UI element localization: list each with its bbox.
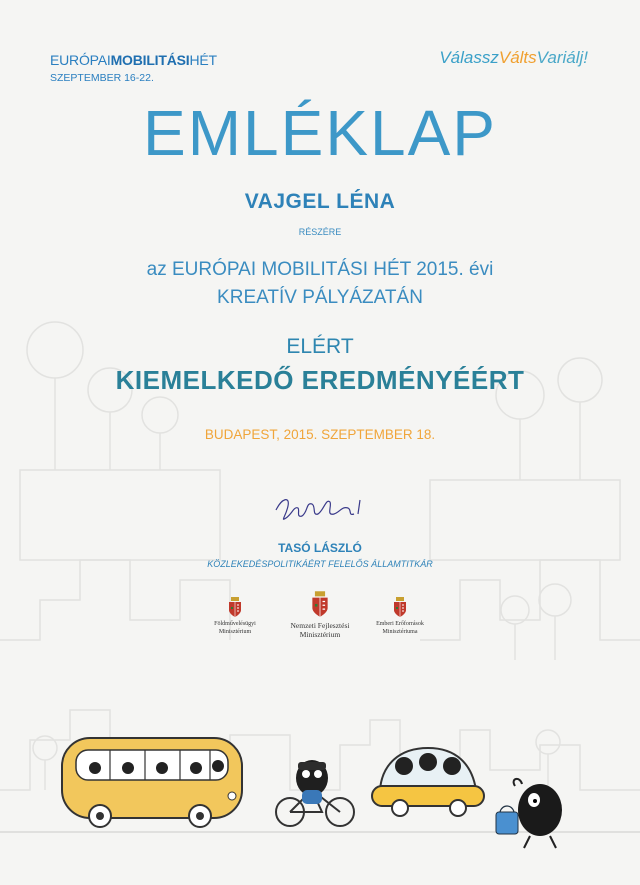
logo-dates: SZEPTEMBER 16-22. — [50, 72, 154, 84]
slogan-word-3: Variálj! — [536, 48, 588, 67]
recipient-name: VAJGEL LÉNA — [244, 190, 396, 213]
logo-part-2: MOBILITÁSI — [110, 52, 190, 68]
ministry-name: Földművelésügyi Minisztérium — [214, 621, 256, 635]
handwritten-signature — [268, 488, 378, 528]
mobility-illustration — [0, 690, 640, 885]
ministry-logo-agriculture — [195, 596, 275, 636]
achievement-text: KIEMELKEDŐ EREDMÉNYÉÉRT — [115, 365, 525, 395]
coat-of-arms-icon — [393, 596, 407, 618]
event-line-1: az EURÓPAI MOBILITÁSI HÉT 2015. évi — [146, 259, 494, 280]
ministry-name: Nemzeti Fejlesztési Minisztérium — [290, 621, 350, 639]
logo-part-3: HÉT — [189, 52, 217, 68]
logo-part-1: EURÓPAI — [50, 52, 111, 68]
slogan — [439, 48, 588, 68]
signatory-title: KÖZLEKEDÉSPOLITIKÁÉRT FELELŐS ÁLLAMTITKÁR — [207, 559, 433, 569]
ministry-logo-human-resources — [360, 596, 440, 636]
certificate-title: EMLÉKLAP — [143, 97, 497, 169]
slogan-word-2: Válts — [498, 48, 537, 67]
ministry-logo-development — [270, 590, 370, 639]
pedestrian-illustration — [496, 779, 562, 848]
slogan-word-1: Válassz — [439, 48, 499, 67]
coat-of-arms-icon — [311, 590, 329, 618]
car-illustration — [372, 748, 484, 816]
bus-illustration — [62, 738, 242, 827]
event-line-2: KREATÍV PÁLYÁZATÁN — [217, 287, 423, 308]
signatory-name: TASÓ LÁSZLÓ — [278, 541, 362, 555]
mobility-week-logo — [50, 52, 217, 84]
place-date: BUDAPEST, 2015. SZEPTEMBER 18. — [204, 427, 436, 442]
achieved-label: ELÉRT — [286, 335, 354, 358]
ministry-name: Emberi Erőforrások Minisztériuma — [376, 621, 424, 635]
for-label: RÉSZÉRE — [298, 227, 342, 237]
coat-of-arms-icon — [228, 596, 242, 618]
cyclist-illustration — [276, 760, 354, 826]
